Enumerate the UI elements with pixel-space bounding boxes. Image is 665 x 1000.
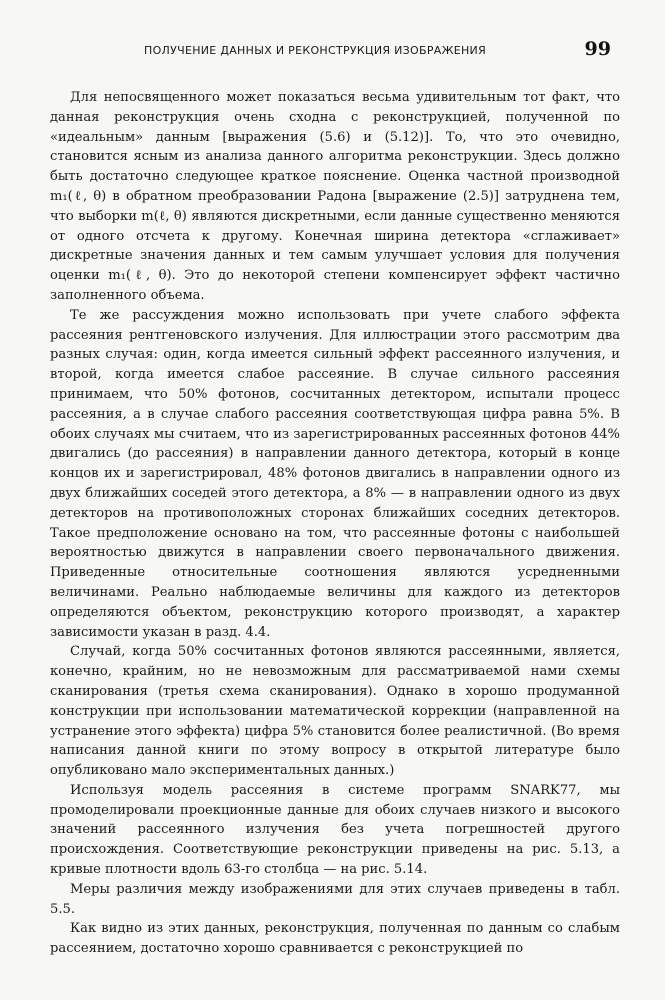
running-header [52, 38, 615, 62]
paragraph-snark-simulation: Используя модель рассеяния в системе программ SNARK77, мы промоделировали проекционные данные для обоих случаев низкого и высокого значений рассеянного излучения без учета погрешностей другого происхождения. Соответствующие реконструкции приведены на рис. 5.13, а кривые плотности вдоль 63-го столбца — на рис. 5.14. [50, 782, 620, 878]
paragraph-comparison: Как видно из этих данных, реконструкция, полученная по данным со слабым рассеянием, достаточно хорошо сравнивается с реконструкцией по [50, 921, 620, 957]
paragraph-partial-volume: Для непосвященного может показаться весьма удивительным тот факт, что данная реконструкция очень сходна с реконструкцией, полученной по «идеальным» данным [выражения (5.6) и (5.12)]. То, что это очевидно, становится ясным из анализа данного алгоритма реконструкции. Здесь должно быть достаточно следующее краткое пояснение. Оценка частной производной m₁(ℓ, θ) в обратном преобразовании Радона [выражение (2.5)] затруднена тем, что выборки m(ℓ, θ) являются дискретными, если данные существенно меняются от одного отсчета к другому. Конечная ширина детектора «сглаживает» дискретные значения данных и тем самым улучшает условия для получения оценки m₁(ℓ, θ). Это до некоторой степени компенсирует эффект частично заполненного объема. [50, 90, 620, 303]
paragraph-fifty-percent: Случай, когда 50% сосчитанных фотонов являются рассеянными, является, конечно, крайним, но не невозможным для рассматриваемой нами схемы сканирования (третья схема сканирования). Однако в хорошо продуманной конструкции при использовании математической коррекции (направленной на устранение этого эффекта) цифра 5% становится более реалистичной. (Во время написания данной книги по этому вопросу в открытой литературе было опубликовано мало экспериментальных данных.) [50, 644, 620, 779]
body-text [50, 88, 620, 959]
paragraph-table-reference: Меры различия между изображениями для этих случаев приведены в табл. 5.5. [50, 881, 620, 917]
page-number: 99 [584, 38, 611, 60]
running-title: ПОЛУЧЕНИЕ ДАННЫХ И РЕКОНСТРУКЦИЯ ИЗОБРАЖЕНИЯ [144, 44, 487, 57]
paragraph-scatter-cases: Те же рассуждения можно использовать при учете слабого эффекта рассеяния рентгеновского излучения. Для иллюстрации этого рассмотрим два разных случая: один, когда имеется сильный эффект рассеянного излучения, и второй, когда имеется слабое рассеяние. В случае сильного рассеяния принимаем, что 50% фотонов, сосчитанных детектором, испытали процесс рассеяния, а в случае слабого рассеяния соответствующая цифра равна 5%. В обоих случаях мы считаем, что из зарегистрированных рассеянных фотонов 44% двигались (до рассеяния) в направлении данного детектора, который в конце концов их и зарегистрировал, 48% фотонов двигались в направлении одного из двух ближайших соседей этого детектора, а 8% — в направлении одного из двух детекторов на противоположных сторонах ближайших соседних детекторов. Такое предположение основано на том, что рассеянные фотоны с наибольшей вероятностью движутся в направлении своего первоначального движения. Приведенные относительные соотношения являются усредненными величинами. Реально наблюдаемые величины для каждого из детекторов определяются объектом, реконструкцию которого производят, а характер зависимости указан в разд. 4.4. [50, 307, 620, 640]
